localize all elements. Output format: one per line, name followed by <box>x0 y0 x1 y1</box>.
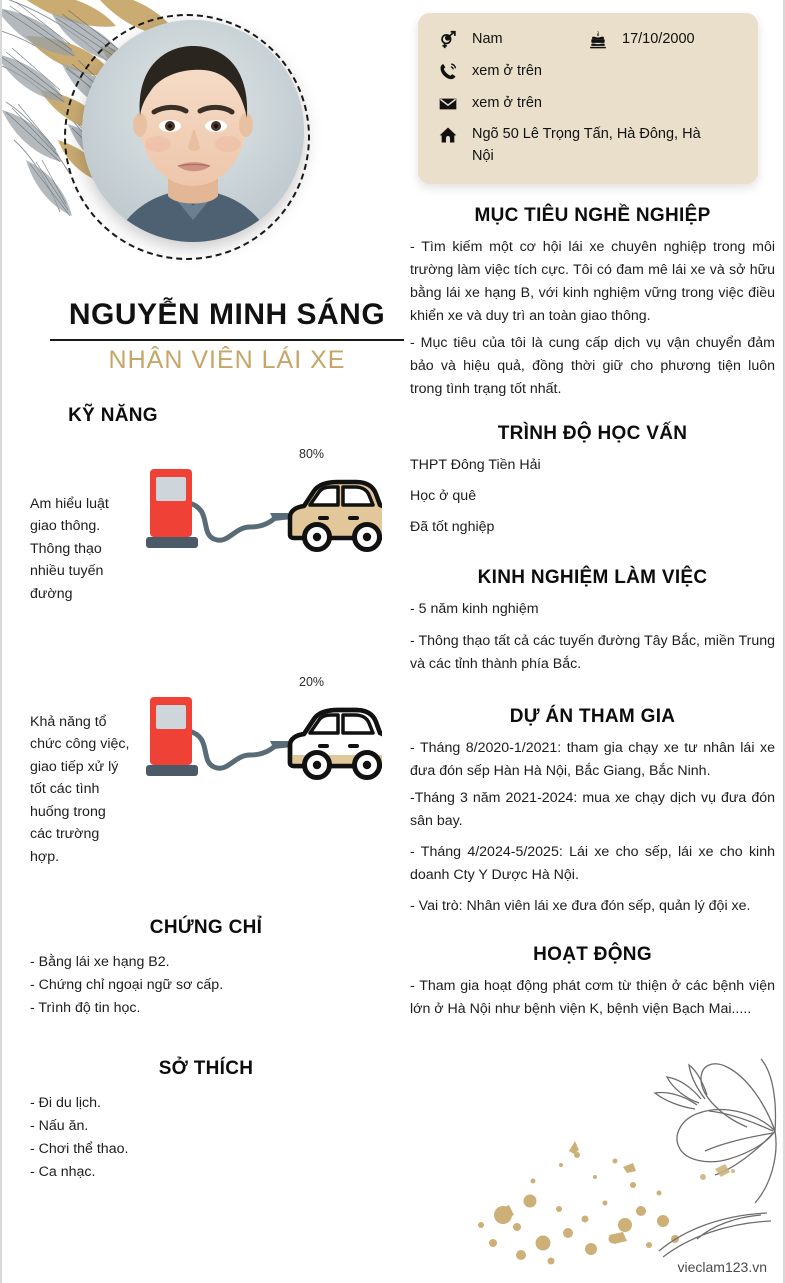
info-item-birthday <box>588 29 695 51</box>
info-item-gender <box>438 29 588 51</box>
watermark: vieclam123.vn <box>677 1259 767 1275</box>
section-title-projects: DỰ ÁN THAM GIA <box>509 706 676 727</box>
certificate-line: - Trình độ tin học. <box>30 1000 141 1016</box>
education-line: Đã tốt nghiệp <box>410 519 495 535</box>
section-title-skills: KỸ NĂNG <box>68 405 158 426</box>
gold-splatter-decoration <box>473 1093 703 1273</box>
experience-paragraph: - Thông thạo tất cả các tuyến đường Tây Bắc, miền Trung và các tỉnh thành phía Bắc. <box>410 633 775 672</box>
info-row-gender-birthday <box>438 29 740 51</box>
section-title-hobbies: SỞ THÍCH <box>158 1058 254 1079</box>
skill-item <box>2 669 402 865</box>
section-title-career-objective: MỤC TIÊU NGHỀ NGHIỆP <box>474 205 711 226</box>
section-projects <box>402 706 785 918</box>
section-skills <box>2 405 402 865</box>
hobby-line: - Nấu ăn. <box>30 1118 89 1134</box>
section-experience <box>402 567 785 676</box>
project-paragraph: - Tháng 4/2024-5/2025: Lái xe cho sếp, lái xe cho kinh doanh Cty Y Dược Hà Nội. <box>410 844 775 883</box>
avatar <box>82 20 304 242</box>
hobby-line: - Chơi thể thao. <box>30 1141 129 1157</box>
phone-value: xem ở trên <box>472 62 542 79</box>
section-career-objective <box>402 205 785 401</box>
skill-percent-label: 20% <box>299 675 325 689</box>
project-paragraph: - Tháng 8/2020-1/2021: tham gia chạy xe tư nhân lái xe đưa đón sếp Hàn Hà Nội, Bắc Giang, Bắc Ninh. <box>410 740 775 779</box>
section-title-certificates: CHỨNG CHỈ <box>149 917 263 938</box>
section-title-education: TRÌNH ĐỘ HỌC VẤN <box>497 423 688 444</box>
project-paragraph: -Tháng 3 năm 2021-2024: mua xe chạy dịch vụ đưa đón sân bay. <box>410 790 775 829</box>
section-activities <box>402 944 785 1021</box>
skill-percent-label: 80% <box>299 447 325 461</box>
line-art-flower-decoration <box>637 1051 785 1211</box>
page-title: NGUYỄN MINH SÁNG <box>68 298 386 331</box>
certificate-line: - Bằng lái xe hạng B2. <box>30 954 170 970</box>
line-art-leaf-decoration <box>657 1195 777 1265</box>
address-value: Ngõ 50 Lê Trọng Tấn, Hà Đông, Hà Nội <box>472 126 701 164</box>
career-objective-paragraph: - Mục tiêu của tôi là cung cấp dịch vụ vận chuyển đảm bảo và hiệu quả, đồng thời giữ cho phương tiện luôn trong tình trạng tốt nhất. <box>410 335 775 397</box>
hobby-line: - Ca nhạc. <box>30 1164 96 1180</box>
project-paragraph: - Vai trò: Nhân viên lái xe đưa đón sếp, quản lý đội xe. <box>410 898 751 914</box>
experience-paragraph: - 5 năm kinh nghiệm <box>410 601 539 617</box>
info-item-address <box>438 124 740 168</box>
education-line: Học ở quê <box>410 488 477 504</box>
fuel-gauge-illustration-80 <box>142 461 382 561</box>
left-column <box>2 405 402 1184</box>
gender-icon <box>438 30 462 50</box>
section-certificates <box>2 917 402 1020</box>
phone-icon <box>438 62 462 82</box>
gender-value: Nam <box>472 31 503 47</box>
section-hobbies <box>2 1058 402 1184</box>
job-title: NHÂN VIÊN LÁI XE <box>108 346 346 374</box>
career-objective-paragraph: - Tìm kiếm một cơ hội lái xe chuyên nghiệp trong môi trường làm việc tích cực. Tôi có đam mê lái xe và sở hữu bằng lái xe hạng B, với kinh nghiệm vững trong việc điều khiển xe và duy trì an toàn giao thông. <box>410 239 775 324</box>
portrait-photo <box>82 20 304 242</box>
section-title-activities: HOẠT ĐỘNG <box>533 944 652 965</box>
skill-item <box>2 441 402 611</box>
home-icon <box>438 125 462 145</box>
mail-icon <box>438 94 462 114</box>
skill-description: Am hiểu luật giao thông. Thông thạo nhiều tuyến đường <box>30 496 109 602</box>
section-title-experience: KINH NGHIỆM LÀM VIỆC <box>477 567 708 588</box>
birthday-cake-icon <box>588 30 612 50</box>
info-item-email <box>438 93 740 115</box>
activity-paragraph: - Tham gia hoạt động phát cơm từ thiện ở các bệnh viện lớn ở Hà Nội như bệnh viện K, bệnh viện Bạch Mai..... <box>410 978 775 1017</box>
email-value: xem ở trên <box>472 94 542 111</box>
info-item-phone <box>438 61 740 83</box>
birthday-value: 17/10/2000 <box>622 31 695 47</box>
education-line: THPT Đông Tiền Hải <box>410 457 541 473</box>
name-divider <box>50 339 404 341</box>
skill-description: Khả năng tổ chức công việc, giao tiếp xử lý tốt các tình huống trong các trường hợp. <box>30 714 130 865</box>
name-block <box>32 298 422 375</box>
hobby-line: - Đi du lịch. <box>30 1095 101 1111</box>
fuel-gauge-illustration-20 <box>142 689 382 789</box>
certificate-line: - Chứng chỉ ngoại ngữ sơ cấp. <box>30 977 224 993</box>
section-education <box>402 423 785 539</box>
right-column <box>402 205 785 1025</box>
contact-info-card <box>418 13 758 184</box>
